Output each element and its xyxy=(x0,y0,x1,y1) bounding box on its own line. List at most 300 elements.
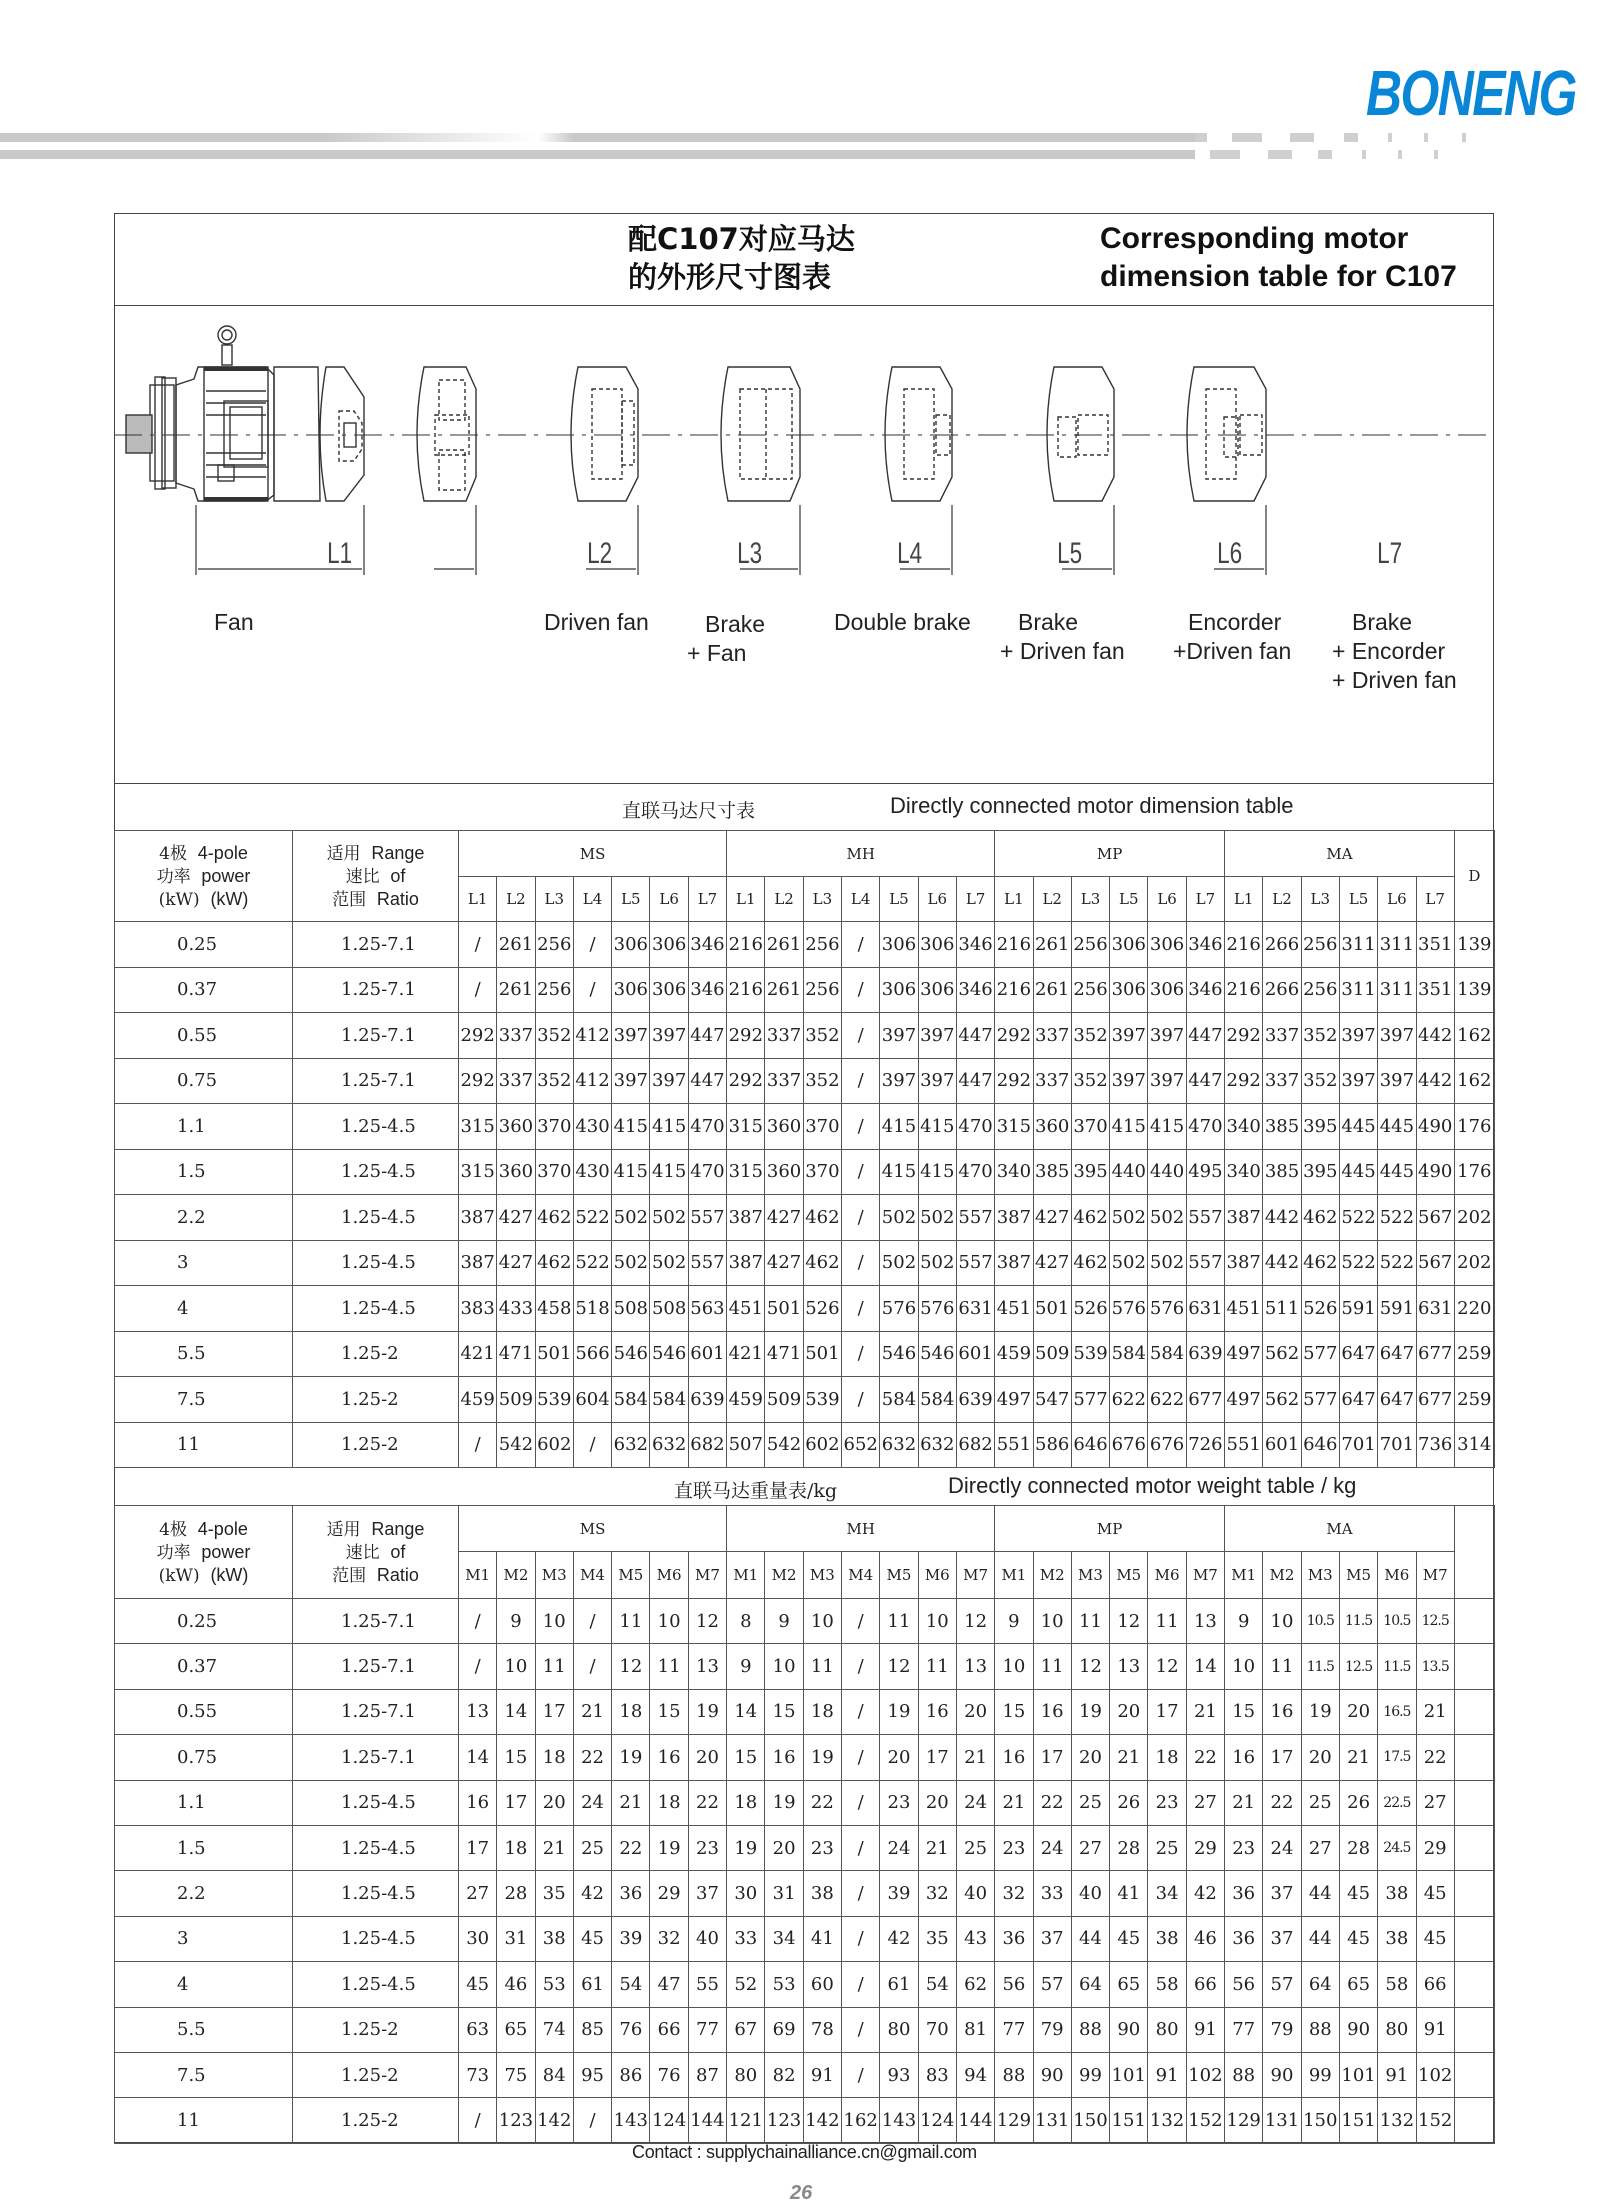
cell-value: 576 xyxy=(918,1286,956,1332)
cell-value: 292 xyxy=(727,1058,765,1104)
cell-value: 370 xyxy=(803,1104,841,1150)
sub-header: L2 xyxy=(497,877,535,922)
cell-value: 557 xyxy=(688,1240,726,1286)
contact-text: Contact : supplychainalliance.cn@gmail.com xyxy=(632,2142,977,2162)
cell-value: / xyxy=(573,922,611,968)
sub-header: M1 xyxy=(459,1552,497,1599)
cell-value: 502 xyxy=(918,1195,956,1241)
cell-value: 11.5 xyxy=(1301,1644,1339,1689)
cell-power: 4 xyxy=(115,1286,293,1332)
cell-value: / xyxy=(842,1599,880,1644)
cell-value: 387 xyxy=(1225,1240,1263,1286)
sub-header: L2 xyxy=(1263,877,1301,922)
cell-value: 216 xyxy=(727,967,765,1013)
sub-header: L2 xyxy=(765,877,803,922)
cell-value: 16 xyxy=(918,1689,956,1734)
page-number: 26 xyxy=(790,2182,813,2204)
cell-value: 150 xyxy=(1301,2098,1339,2143)
cell-value: 462 xyxy=(1071,1195,1109,1241)
cell-value: 151 xyxy=(1110,2098,1148,2143)
cell-value: 21 xyxy=(995,1780,1033,1825)
cell-value: 45 xyxy=(1110,1916,1148,1961)
cell-ratio: 1.25-2 xyxy=(293,2098,459,2143)
length-label-l2: L2 xyxy=(587,537,613,570)
cell-value: 85 xyxy=(573,2007,611,2052)
cell-value: 337 xyxy=(1033,1058,1071,1104)
cell-value: 66 xyxy=(1416,1962,1454,2007)
cell-value: 395 xyxy=(1071,1149,1109,1195)
table-row xyxy=(115,1058,1495,1104)
sub-header: M6 xyxy=(650,1552,688,1599)
sub-header: L5 xyxy=(612,877,650,922)
table-row xyxy=(115,1644,1495,1689)
cell-value: 337 xyxy=(765,1058,803,1104)
cell-value: 701 xyxy=(1378,1422,1416,1468)
group-header-mh: MH xyxy=(727,831,995,877)
cell-value: 62 xyxy=(956,1962,994,2007)
cell-blank xyxy=(1454,1689,1494,1734)
cell-value: 256 xyxy=(803,967,841,1013)
cell-value: 557 xyxy=(1186,1240,1224,1286)
cell-value: / xyxy=(842,1149,880,1195)
cell-value: 462 xyxy=(1071,1240,1109,1286)
cell-value: 76 xyxy=(612,2007,650,2052)
cell-value: 397 xyxy=(1110,1058,1148,1104)
cell-value: 64 xyxy=(1301,1962,1339,2007)
variant-caption-brake-driven-fan: Brake + Driven fan xyxy=(1000,609,1125,664)
cell-ratio: 1.25-4.5 xyxy=(293,1780,459,1825)
cell-value: 632 xyxy=(918,1422,956,1468)
cell-value: 24 xyxy=(956,1780,994,1825)
cell-value: 462 xyxy=(1301,1240,1339,1286)
cell-value: 352 xyxy=(1071,1058,1109,1104)
cell-value: 162 xyxy=(1454,1058,1494,1104)
cell-value: 142 xyxy=(535,2098,573,2143)
cell-value: 88 xyxy=(1071,2007,1109,2052)
weight-title-en: Directly connected motor weight table / kg xyxy=(948,1473,1357,1498)
cell-ratio: 1.25-4.5 xyxy=(293,1149,459,1195)
cell-value: 44 xyxy=(1071,1916,1109,1961)
cell-value: 25 xyxy=(1071,1780,1109,1825)
cell-value: 18 xyxy=(803,1689,841,1734)
cell-value: 80 xyxy=(727,2052,765,2097)
cell-value: 546 xyxy=(918,1331,956,1377)
cell-value: 451 xyxy=(995,1286,1033,1332)
cell-power: 5.5 xyxy=(115,2007,293,2052)
cell-value: 447 xyxy=(956,1013,994,1059)
cell-power: 0.75 xyxy=(115,1735,293,1780)
cell-value: 511 xyxy=(1263,1286,1301,1332)
cell-value: 397 xyxy=(1148,1013,1186,1059)
cell-power: 0.25 xyxy=(115,1599,293,1644)
cell-value: 90 xyxy=(1033,2052,1071,2097)
cell-value: 631 xyxy=(1186,1286,1224,1332)
cell-value: 440 xyxy=(1110,1149,1148,1195)
cell-value: 591 xyxy=(1378,1286,1416,1332)
cell-value: 31 xyxy=(497,1916,535,1961)
cell-value: 77 xyxy=(1225,2007,1263,2052)
cell-value: 462 xyxy=(1301,1195,1339,1241)
cell-value: 584 xyxy=(880,1377,918,1423)
cell-value: 261 xyxy=(1033,967,1071,1013)
cell-value: 19 xyxy=(650,1825,688,1870)
cell-value: 352 xyxy=(1071,1013,1109,1059)
cell-value: 101 xyxy=(1339,2052,1377,2097)
cell-value: 576 xyxy=(1148,1286,1186,1332)
cell-value: 21 xyxy=(535,1825,573,1870)
cell-value: 397 xyxy=(612,1058,650,1104)
dimension-title-en: Directly connected motor dimension table xyxy=(890,793,1294,818)
cell-value: 360 xyxy=(765,1149,803,1195)
cell-ratio: 1.25-4.5 xyxy=(293,1871,459,1916)
cell-value: 501 xyxy=(1033,1286,1071,1332)
cell-value: 21 xyxy=(918,1825,956,1870)
cell-value: 152 xyxy=(1416,2098,1454,2143)
cell-value: 459 xyxy=(459,1377,497,1423)
table-row xyxy=(115,2052,1495,2097)
cell-value: 306 xyxy=(1148,922,1186,968)
sub-header: M5 xyxy=(1339,1552,1377,1599)
sub-header: M4 xyxy=(573,1552,611,1599)
cell-power: 0.55 xyxy=(115,1013,293,1059)
title-cn-line2: 的外形尺寸图表 xyxy=(628,260,832,294)
cell-value: 66 xyxy=(650,2007,688,2052)
cell-value: 430 xyxy=(573,1104,611,1150)
cell-value: 17 xyxy=(1263,1735,1301,1780)
cell-value: 42 xyxy=(1186,1871,1224,1916)
cell-value: 20 xyxy=(688,1735,726,1780)
cell-value: 11 xyxy=(650,1644,688,1689)
cell-value: / xyxy=(573,1422,611,1468)
cell-value: / xyxy=(842,1871,880,1916)
length-label-l7: L7 xyxy=(1377,537,1403,570)
cell-value: 131 xyxy=(1263,2098,1301,2143)
cell-value: 542 xyxy=(765,1422,803,1468)
cell-value: 36 xyxy=(1225,1871,1263,1916)
cell-value: 292 xyxy=(1225,1058,1263,1104)
sub-header: L5 xyxy=(1339,877,1377,922)
cell-power: 0.37 xyxy=(115,967,293,1013)
cell-value: 88 xyxy=(995,2052,1033,2097)
cell-ratio: 1.25-7.1 xyxy=(293,1644,459,1689)
cell-value: 19 xyxy=(612,1735,650,1780)
cell-value: 18 xyxy=(650,1780,688,1825)
cell-value: 42 xyxy=(573,1871,611,1916)
cell-value: 646 xyxy=(1071,1422,1109,1468)
cell-value: 143 xyxy=(880,2098,918,2143)
cell-value: 12 xyxy=(1071,1644,1109,1689)
cell-value: 91 xyxy=(1378,2052,1416,2097)
cell-value: 23 xyxy=(803,1825,841,1870)
cell-value: 346 xyxy=(1186,967,1224,1013)
cell-ratio: 1.25-4.5 xyxy=(293,1916,459,1961)
cell-value: 631 xyxy=(1416,1286,1454,1332)
cell-ratio: 1.25-4.5 xyxy=(293,1825,459,1870)
cell-value: 522 xyxy=(1378,1195,1416,1241)
cell-value: / xyxy=(459,1599,497,1644)
cell-value: 445 xyxy=(1378,1149,1416,1195)
sub-header: L1 xyxy=(459,877,497,922)
cell-value: 421 xyxy=(727,1331,765,1377)
cell-value: 33 xyxy=(727,1916,765,1961)
cell-value: 40 xyxy=(956,1871,994,1916)
sub-header: L7 xyxy=(1416,877,1454,922)
cell-blank xyxy=(1454,2098,1494,2143)
cell-value: 576 xyxy=(1110,1286,1148,1332)
cell-value: 266 xyxy=(1263,922,1301,968)
cell-value: 82 xyxy=(765,2052,803,2097)
sub-header: L7 xyxy=(956,877,994,922)
cell-value: 17 xyxy=(535,1689,573,1734)
cell-value: 86 xyxy=(612,2052,650,2097)
length-label-l5: L5 xyxy=(1057,537,1083,570)
cell-value: 632 xyxy=(612,1422,650,1468)
cell-value: 25 xyxy=(1301,1780,1339,1825)
cell-value: 216 xyxy=(1225,967,1263,1013)
cell-value: 427 xyxy=(1033,1195,1071,1241)
cell-value: 19 xyxy=(1071,1689,1109,1734)
cell-value: 23 xyxy=(880,1780,918,1825)
cell-value: 22 xyxy=(612,1825,650,1870)
cell-value: 397 xyxy=(880,1013,918,1059)
cell-ratio: 1.25-4.5 xyxy=(293,1240,459,1286)
cell-value: 30 xyxy=(459,1916,497,1961)
cell-value: 639 xyxy=(956,1377,994,1423)
cell-value: 415 xyxy=(918,1104,956,1150)
sub-header: M2 xyxy=(1263,1552,1301,1599)
cell-value: 351 xyxy=(1416,922,1454,968)
cell-value: 16.5 xyxy=(1378,1689,1416,1734)
cell-value: 17 xyxy=(1033,1735,1071,1780)
cell-value: 25 xyxy=(1148,1825,1186,1870)
cell-value: 21 xyxy=(1339,1735,1377,1780)
sub-header: M1 xyxy=(727,1552,765,1599)
sub-header: M3 xyxy=(535,1552,573,1599)
page-title-cn xyxy=(628,220,855,296)
cell-value: 315 xyxy=(727,1149,765,1195)
cell-value: 387 xyxy=(459,1240,497,1286)
cell-value: 45 xyxy=(1416,1871,1454,1916)
cell-value: 151 xyxy=(1339,2098,1377,2143)
cell-value: 40 xyxy=(688,1916,726,1961)
cell-value: 470 xyxy=(956,1149,994,1195)
cell-value: 13 xyxy=(1186,1599,1224,1644)
cell-value: 20 xyxy=(1301,1735,1339,1780)
sub-header: M6 xyxy=(1378,1552,1416,1599)
cell-value: 387 xyxy=(995,1240,1033,1286)
cell-value: 315 xyxy=(995,1104,1033,1150)
cell-value: 567 xyxy=(1416,1240,1454,1286)
cell-value: 397 xyxy=(612,1013,650,1059)
cell-value: 639 xyxy=(688,1377,726,1423)
cell-value: 462 xyxy=(535,1195,573,1241)
header-band-top xyxy=(0,133,1195,142)
cell-value: / xyxy=(842,1240,880,1286)
double-brake-drawing xyxy=(721,367,800,501)
cell-value: 352 xyxy=(803,1013,841,1059)
cell-value: 387 xyxy=(727,1195,765,1241)
cell-value: 58 xyxy=(1148,1962,1186,2007)
cell-value: 563 xyxy=(688,1286,726,1332)
cell-ratio: 1.25-2 xyxy=(293,2007,459,2052)
cell-ratio: 1.25-4.5 xyxy=(293,1286,459,1332)
cell-value: 216 xyxy=(995,967,1033,1013)
cell-value: 459 xyxy=(995,1331,1033,1377)
cell-value: 11 xyxy=(1148,1599,1186,1644)
cell-value: 256 xyxy=(1071,922,1109,968)
cell-value: 53 xyxy=(765,1962,803,2007)
cell-ratio: 1.25-7.1 xyxy=(293,1599,459,1644)
header-ratio: 适用 Range 速比 of 范围 Ratio xyxy=(293,1506,459,1599)
cell-value: 21 xyxy=(1416,1689,1454,1734)
cell-value: 27 xyxy=(459,1871,497,1916)
cell-value: 94 xyxy=(956,2052,994,2097)
cell-value: 66 xyxy=(1186,1962,1224,2007)
cell-value: 539 xyxy=(1071,1331,1109,1377)
cell-value: 12.5 xyxy=(1416,1599,1454,1644)
cell-value: 470 xyxy=(688,1149,726,1195)
cell-value: 69 xyxy=(765,2007,803,2052)
cell-value: 471 xyxy=(497,1331,535,1377)
cell-value: 459 xyxy=(727,1377,765,1423)
cell-value: 17 xyxy=(497,1780,535,1825)
cell-value: 121 xyxy=(727,2098,765,2143)
variant-caption-fan: Fan xyxy=(214,609,254,635)
cell-value: 631 xyxy=(956,1286,994,1332)
sub-header: L3 xyxy=(803,877,841,922)
cell-value: 445 xyxy=(1339,1149,1377,1195)
table-row xyxy=(115,1916,1495,1961)
cell-value: 546 xyxy=(880,1331,918,1377)
cell-value: 562 xyxy=(1263,1331,1301,1377)
cell-value: 292 xyxy=(459,1058,497,1104)
cell-blank xyxy=(1454,1871,1494,1916)
cell-value: 447 xyxy=(956,1058,994,1104)
cell-value: 652 xyxy=(842,1422,880,1468)
cell-value: 259 xyxy=(1454,1331,1494,1377)
cell-value: 56 xyxy=(995,1962,1033,2007)
sub-header: M2 xyxy=(765,1552,803,1599)
sub-header: M7 xyxy=(1186,1552,1224,1599)
table-row xyxy=(115,1871,1495,1916)
cell-value: 502 xyxy=(880,1240,918,1286)
cell-value: 591 xyxy=(1339,1286,1377,1332)
cell-value: 502 xyxy=(612,1240,650,1286)
cell-value: 87 xyxy=(688,2052,726,2097)
cell-value: 256 xyxy=(1071,967,1109,1013)
cell-value: 42 xyxy=(880,1916,918,1961)
cell-value: 31 xyxy=(765,1871,803,1916)
cell-value: 351 xyxy=(1416,967,1454,1013)
sub-header: L6 xyxy=(1148,877,1186,922)
cell-value: 360 xyxy=(765,1104,803,1150)
cell-value: / xyxy=(842,1195,880,1241)
cell-value: 63 xyxy=(459,2007,497,2052)
sub-header: L6 xyxy=(650,877,688,922)
cell-value: 9 xyxy=(765,1599,803,1644)
cell-ratio: 1.25-2 xyxy=(293,2052,459,2097)
cell-value: 131 xyxy=(1033,2098,1071,2143)
cell-value: 509 xyxy=(1033,1331,1071,1377)
cell-value: 18 xyxy=(535,1735,573,1780)
cell-power: 5.5 xyxy=(115,1331,293,1377)
cell-value: 427 xyxy=(497,1240,535,1286)
cell-value: 415 xyxy=(880,1149,918,1195)
cell-value: 18 xyxy=(497,1825,535,1870)
cell-value: 442 xyxy=(1263,1195,1301,1241)
header-d: D xyxy=(1454,831,1494,922)
cell-value: 11 xyxy=(1263,1644,1301,1689)
cell-value: 306 xyxy=(880,922,918,968)
cell-value: 32 xyxy=(918,1871,956,1916)
cell-value: 12 xyxy=(956,1599,994,1644)
variant-caption-double-brake: Double brake xyxy=(834,609,971,635)
cell-value: 397 xyxy=(1339,1058,1377,1104)
sub-header: M5 xyxy=(880,1552,918,1599)
cell-value: 24 xyxy=(1033,1825,1071,1870)
cell-value: 306 xyxy=(612,922,650,968)
cell-value: 736 xyxy=(1416,1422,1454,1468)
cell-power: 11 xyxy=(115,1422,293,1468)
cell-value: 306 xyxy=(612,967,650,1013)
cell-value: 306 xyxy=(1148,967,1186,1013)
cell-blank xyxy=(1454,1780,1494,1825)
cell-value: 139 xyxy=(1454,967,1494,1013)
cell-value: 577 xyxy=(1301,1377,1339,1423)
cell-value: 522 xyxy=(1378,1240,1416,1286)
cell-value: 41 xyxy=(1110,1871,1148,1916)
cell-value: / xyxy=(842,1644,880,1689)
cell-value: 14 xyxy=(727,1689,765,1734)
cell-value: 442 xyxy=(1416,1058,1454,1104)
cell-value: 80 xyxy=(1378,2007,1416,2052)
length-label-l3: L3 xyxy=(737,537,763,570)
cell-value: 41 xyxy=(803,1916,841,1961)
cell-value: 360 xyxy=(1033,1104,1071,1150)
cell-value: 99 xyxy=(1301,2052,1339,2097)
cell-value: / xyxy=(842,1962,880,2007)
cell-value: 415 xyxy=(612,1104,650,1150)
cell-value: 27 xyxy=(1416,1780,1454,1825)
cell-value: 28 xyxy=(497,1871,535,1916)
cell-value: / xyxy=(459,967,497,1013)
dimension-table xyxy=(114,830,1495,1468)
table-row xyxy=(115,1377,1495,1423)
cell-value: 22 xyxy=(1186,1735,1224,1780)
cell-value: 20 xyxy=(1339,1689,1377,1734)
sub-header: M1 xyxy=(995,1552,1033,1599)
cell-value: 387 xyxy=(995,1195,1033,1241)
cell-value: 11 xyxy=(918,1644,956,1689)
table-row xyxy=(115,1286,1495,1332)
cell-value: 551 xyxy=(1225,1422,1263,1468)
cell-value: 19 xyxy=(880,1689,918,1734)
cell-value: 256 xyxy=(1301,967,1339,1013)
cell-value: / xyxy=(459,922,497,968)
table-row xyxy=(115,2098,1495,2143)
cell-value: 306 xyxy=(918,922,956,968)
dimension-table-title xyxy=(114,783,1494,830)
cell-value: / xyxy=(842,1013,880,1059)
sub-header: M7 xyxy=(1416,1552,1454,1599)
cell-value: 10 xyxy=(803,1599,841,1644)
cell-value: / xyxy=(842,1916,880,1961)
cell-value: 427 xyxy=(765,1195,803,1241)
cell-value: 415 xyxy=(880,1104,918,1150)
sub-header: L3 xyxy=(1301,877,1339,922)
cell-value: 292 xyxy=(727,1013,765,1059)
cell-value: 35 xyxy=(535,1871,573,1916)
